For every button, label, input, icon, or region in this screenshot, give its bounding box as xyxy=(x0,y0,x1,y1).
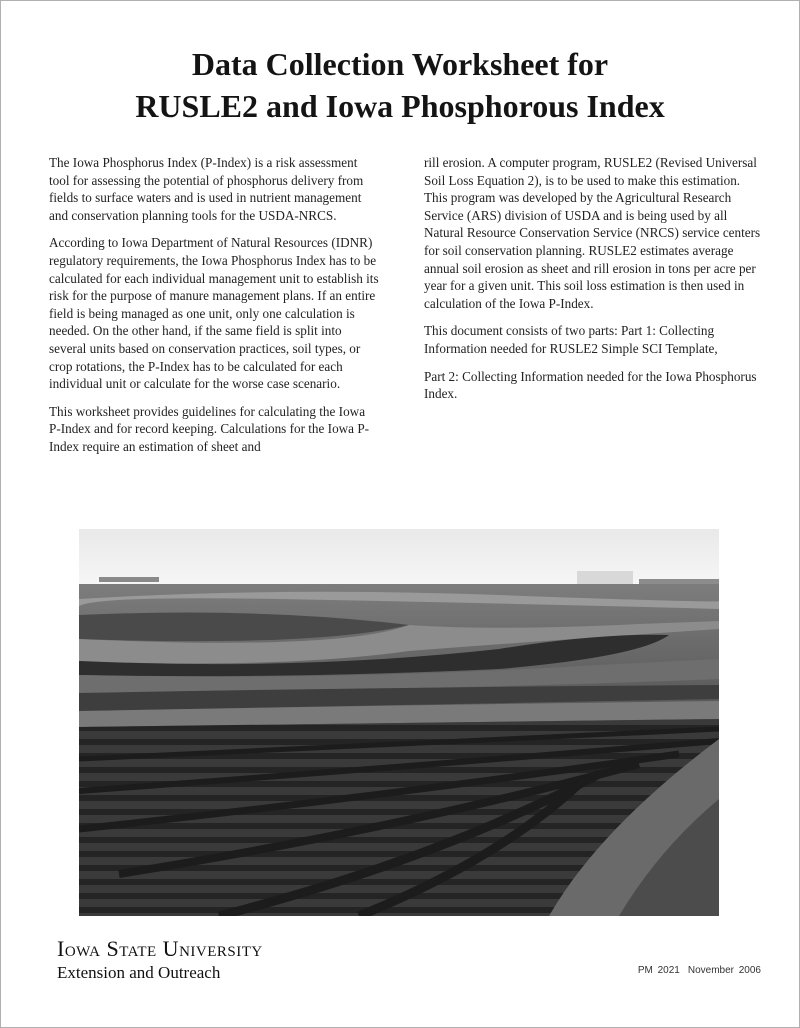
title-line-1: Data Collection Worksheet for xyxy=(191,46,609,82)
publication-info xyxy=(638,965,761,976)
publication-date: November 2006 xyxy=(687,965,761,976)
left-column xyxy=(49,154,379,466)
page-title xyxy=(1,43,799,127)
right-paragraph-1: rill erosion. A computer program, RUSLE2 (Revised Universal Soil Loss Equation 2), is to be used to make this estimation. This program was developed by the Agricultural Research Service (ARS) division of USDA and is being used by all Natural Resource Conservation Service (NRCS) service centers for soil conservation planning. RUSLE2 estimates average annual soil erosion as sheet and rill erosion in tons per acre per year for a given unit. This soil loss estimation is then used in calculation of the Iowa P-Index. xyxy=(424,155,761,311)
left-paragraph-1: The Iowa Phosphorus Index (P-Index) is a risk assessment tool for assessing the potential of phosphorus delivery from fields to surface waters and is used in nutrient management and conservation planning tools for the USDA-NRCS. xyxy=(49,155,364,223)
right-paragraph-3: Part 2: Collecting Information needed for the Iowa Phosphorus Index. xyxy=(424,368,757,402)
left-paragraph-3: This worksheet provides guidelines for calculating the Iowa P-Index and for record keeping. Calculations for the Iowa P-Index require an estimation of sheet and xyxy=(49,403,370,454)
university-name: Iowa State University xyxy=(57,936,263,961)
left-paragraph-2: According to Iowa Department of Natural Resources (IDNR) regulatory requirements, the Iowa Phosphorus Index has to be calculated for each individual management unit to establish its risk for the purpose of manure management plans. If an entire field is being managed as one unit, only one calculation is needed. On the other hand, if the same field is split into several units based on conservation practices, soil types, or crop rotations, the P-Index has to be calculated for each individual unit or calculate for the worse case scenario. xyxy=(49,235,379,392)
field-photo xyxy=(79,529,719,916)
university-logo xyxy=(57,936,263,984)
right-column xyxy=(424,154,764,413)
right-paragraph-2: This document consists of two parts: Part 1: Collecting Information needed for RUSLE2 Simple SCI Template, xyxy=(424,323,718,356)
publication-number: PM 2021 xyxy=(637,965,680,976)
title-line-2: RUSLE2 and Iowa Phosphorous Index xyxy=(135,88,665,124)
university-unit: Extension and Outreach xyxy=(57,963,221,982)
